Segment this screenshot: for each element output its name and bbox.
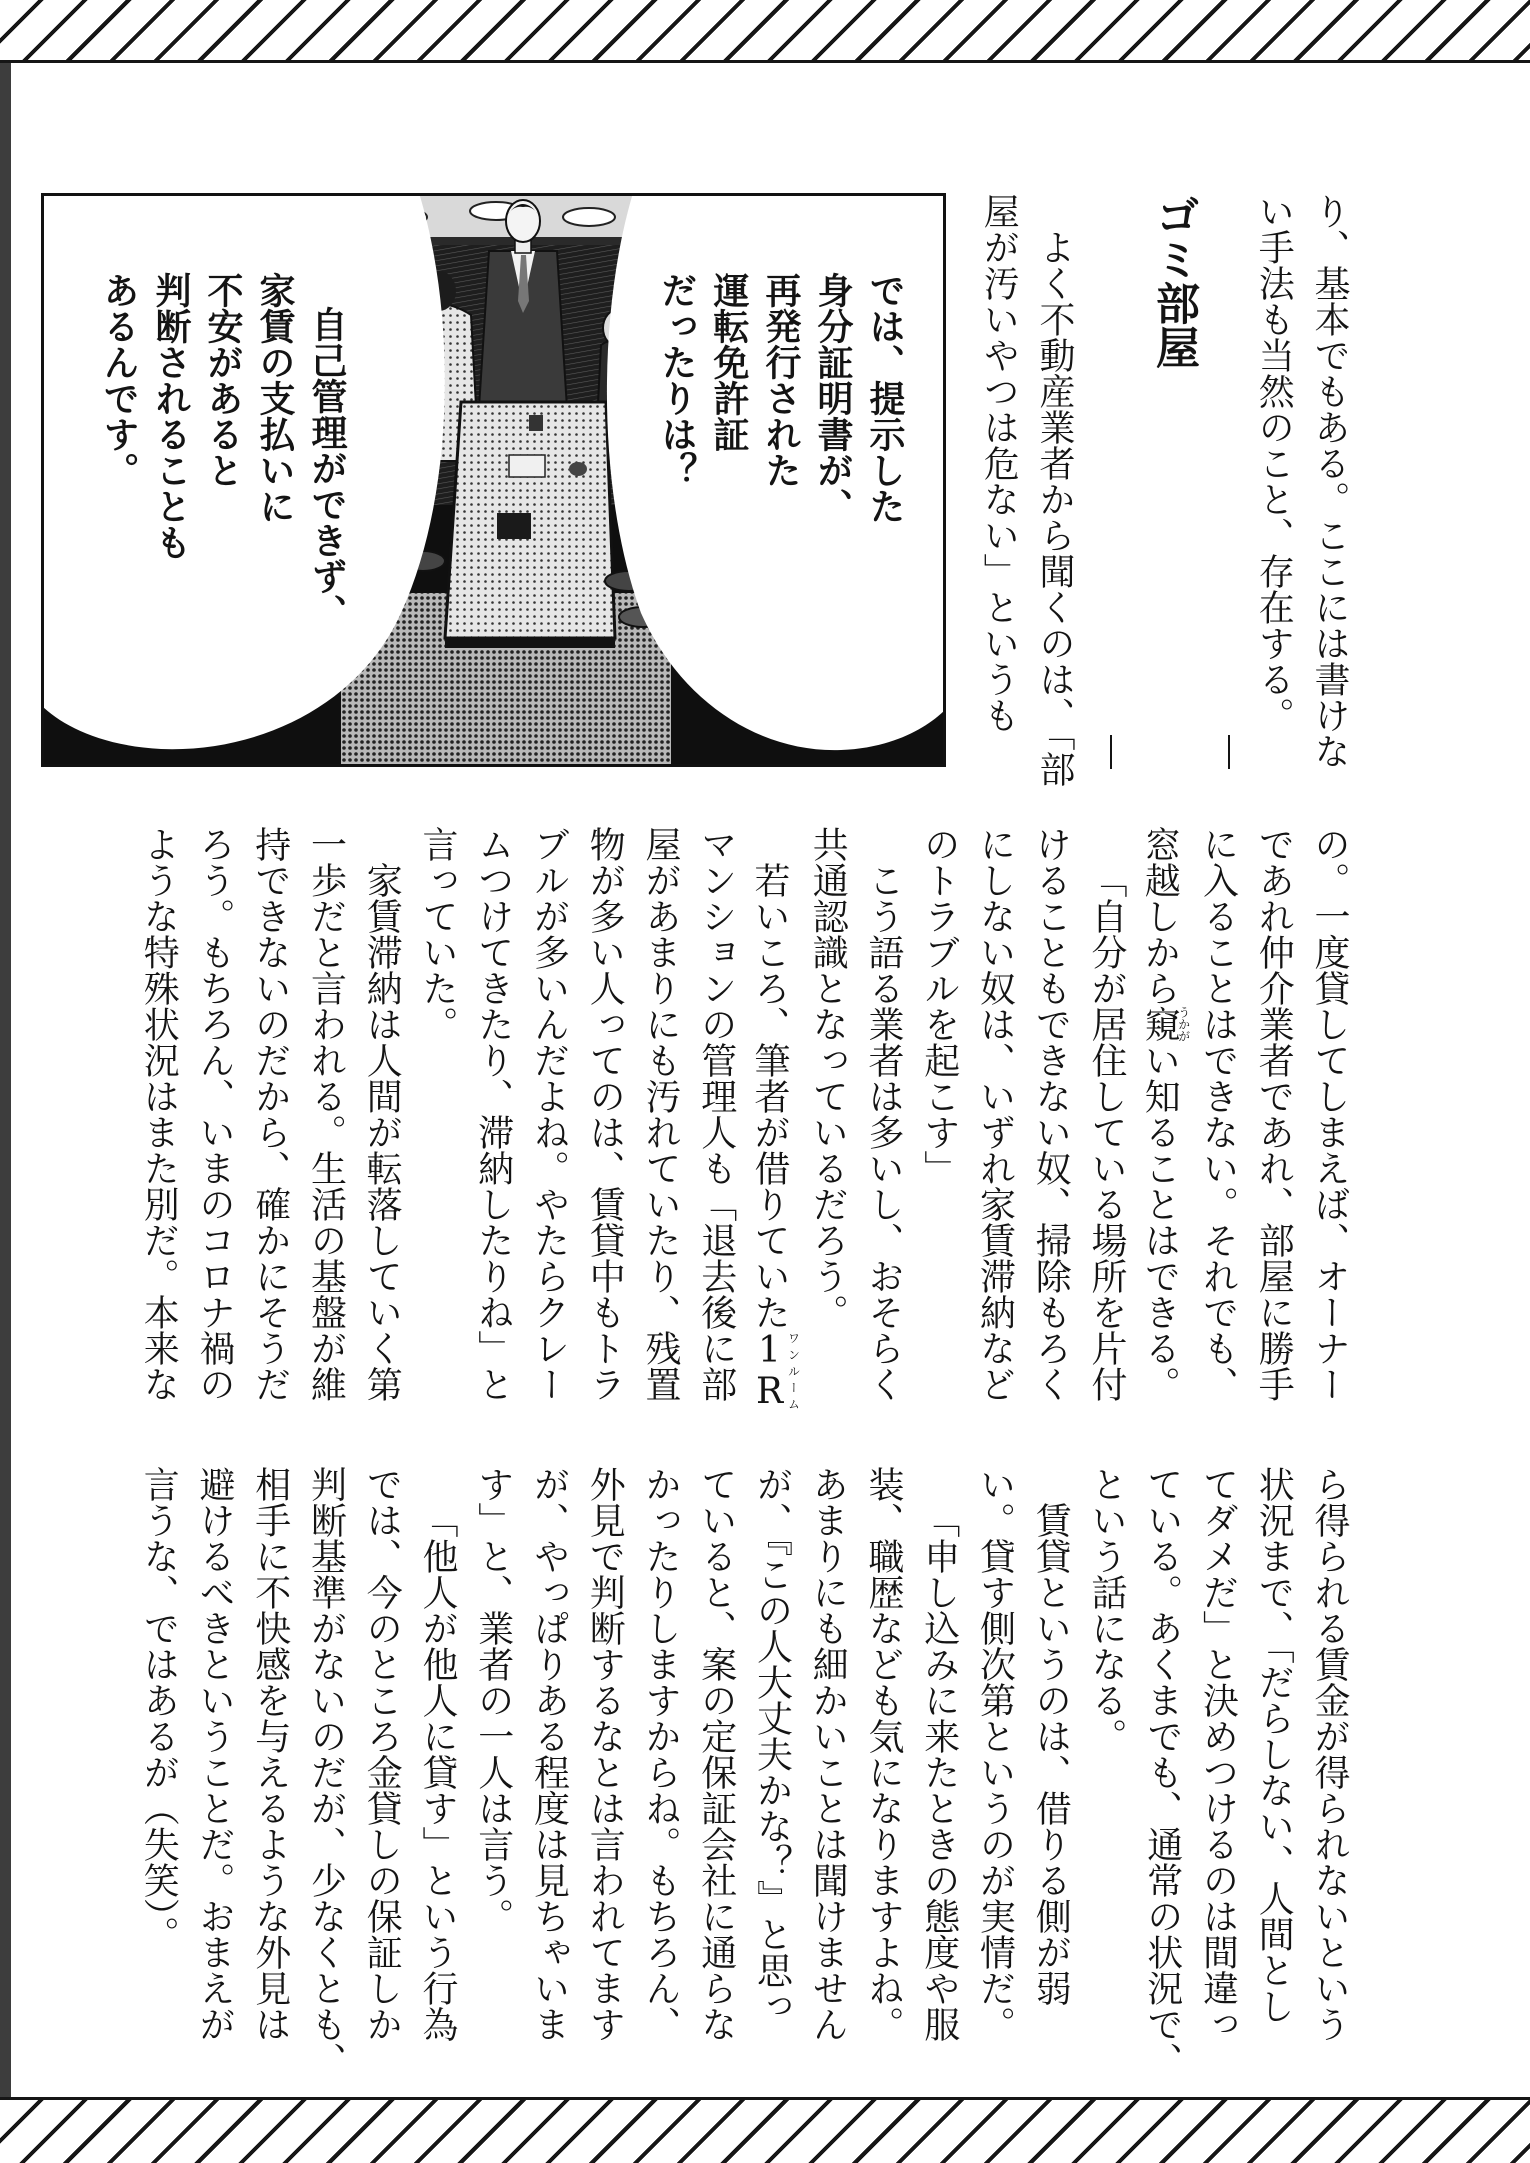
bubble-line: 判断されることも bbox=[150, 272, 191, 560]
text-column: かったりしますからね。もちろん、 bbox=[640, 1466, 681, 2042]
text-column: 避けるべきということだ。おまえが bbox=[194, 1466, 235, 2042]
text-column: 持できないのだから、確かにそうだ bbox=[249, 826, 291, 1402]
text-column: よく不動産業者から聞くのは、「部 bbox=[1034, 229, 1075, 787]
text-column: 状況まで、「だらしない、人間とし bbox=[1253, 1466, 1295, 2024]
text-column: けることもできない奴、掃除もろく bbox=[1030, 826, 1072, 1402]
text-column: の。一度貸してしまえば、オーナー bbox=[1309, 826, 1350, 1402]
text-column: ら得られる賃金が得られないという bbox=[1309, 1466, 1350, 2042]
text-column: が、やっぱりある程度は見ちゃいま bbox=[528, 1466, 570, 2042]
text-column: あまりにも細かいことは聞けません bbox=[807, 1466, 849, 2042]
text-column: という話になる。 bbox=[1086, 1466, 1127, 1754]
text-column: ていると、案の定保証会社に通らな bbox=[695, 1466, 737, 2042]
text-column: 「他人が他人に貸す」という行為 bbox=[417, 1502, 458, 2042]
text-column: 言うな、ではあるが（失笑）。 bbox=[138, 1466, 180, 1952]
body-text-middle bbox=[131, 826, 1358, 1412]
section-opening-text bbox=[971, 193, 1083, 787]
text-segment: 窓越しから bbox=[1139, 826, 1181, 1006]
table bbox=[445, 402, 615, 648]
text-column: ている。あくまでも、通常の状況で、 bbox=[1141, 1466, 1183, 2078]
text-column: 一歩だと言われる。生活の基盤が維 bbox=[305, 826, 347, 1402]
bubble-line: 運転免許証 bbox=[708, 272, 749, 452]
text-column: す」と、業者の一人は言う。 bbox=[472, 1466, 514, 1934]
text-column: 装、職歴なども気になりますよね。 bbox=[863, 1466, 904, 2042]
text-column: 物が多い人ってのは、賃貸中もトラ bbox=[584, 826, 626, 1402]
heading-rule-left bbox=[1110, 735, 1112, 769]
intro-text bbox=[1246, 193, 1358, 769]
text-column: 「自分が居住している場所を片付 bbox=[1086, 862, 1127, 1402]
text-column: に入ることはできない。それでも、 bbox=[1197, 826, 1239, 1402]
bubble-line: では、提示した bbox=[864, 272, 905, 524]
text-column: 共通認識となっているだろう。 bbox=[807, 826, 849, 1330]
text-column: ような特殊状況はまた別だ。本来な bbox=[138, 826, 180, 1402]
text-column: が、『この人大丈夫かな？』と思っ bbox=[751, 1466, 793, 2024]
section-heading: ゴミ部屋 bbox=[1148, 193, 1199, 369]
text-column bbox=[744, 826, 801, 1412]
text-segment: 若いころ、筆者が借りていた bbox=[749, 862, 790, 1330]
text-column: ムつけてきたり、滞納したりね」と bbox=[472, 826, 514, 1402]
bubble-line: 自己管理ができず、 bbox=[306, 306, 347, 630]
text-column: 屋が汚いやつは危ない」というも bbox=[978, 193, 1020, 733]
bubble-line: 身分証明書が、 bbox=[812, 272, 853, 524]
text-column: であれ仲介業者であれ、部屋に勝手 bbox=[1253, 826, 1295, 1402]
speech-bubble-right-text bbox=[650, 272, 910, 572]
text-column: 家賃滞納は人間が転落していく第 bbox=[361, 862, 403, 1402]
text-column: い手法も当然のこと、存在する。 bbox=[1253, 193, 1295, 733]
bubble-line: 家賃の支払いに bbox=[254, 272, 295, 524]
top-hatched-border bbox=[0, 0, 1530, 63]
text-column: マンションの管理人も「退去後に部 bbox=[695, 826, 737, 1402]
bubble-line: 再発行された bbox=[760, 272, 801, 488]
ruby-reading: 窺うかが bbox=[1139, 1006, 1191, 1042]
text-column: では、今のところ金貸しの保証しか bbox=[361, 1466, 403, 2042]
text-column: てダメだ」と決めつけるのは間違っ bbox=[1197, 1466, 1239, 2042]
body-text-bottom bbox=[131, 1466, 1358, 2078]
text-column: 屋があまりにも汚れていたり、残置 bbox=[640, 826, 681, 1402]
bubble-line: 不安があると bbox=[202, 272, 243, 488]
text-column: い。貸す側次第というのが実情だ。 bbox=[974, 1466, 1016, 2042]
text-segment: い知ることはできる。 bbox=[1139, 1042, 1181, 1402]
speech-bubble-left-text bbox=[92, 272, 352, 630]
bubble-line: あるんです。 bbox=[98, 272, 139, 488]
text-column: り、基本でもある。ここには書けな bbox=[1309, 193, 1350, 769]
text-column: こう語る業者は多いし、おそらく bbox=[863, 862, 904, 1402]
text-column: 賃貸というのは、借りる側が弱 bbox=[1030, 1502, 1072, 2006]
text-column: ろう。もちろん、いまのコロナ禍の bbox=[194, 826, 235, 1402]
text-column: のトラブルを起こす」 bbox=[918, 826, 960, 1186]
text-column bbox=[1134, 826, 1190, 1402]
bubble-line: だったりは？ bbox=[656, 272, 697, 488]
ruby-reading: 1Rワンルーム bbox=[749, 1330, 801, 1412]
text-column: 判断基準がないのだが、少なくとも、 bbox=[305, 1466, 347, 2078]
page-edge-bar bbox=[0, 0, 11, 2160]
bottom-hatched-border bbox=[0, 2097, 1530, 2163]
heading-rule-right bbox=[1228, 735, 1230, 769]
text-column: 相手に不快感を与えるような外見は bbox=[249, 1466, 291, 2042]
text-column: 言っていた。 bbox=[417, 826, 458, 1042]
text-column: 「申し込みに来たときの態度や服 bbox=[918, 1502, 960, 2042]
text-column: にしない奴は、いずれ家賃滞納など bbox=[974, 826, 1016, 1402]
text-column: ブルが多いんだよね。やたらクレー bbox=[528, 826, 570, 1402]
text-column: 外見で判断するなとは言われてます bbox=[584, 1466, 626, 2042]
